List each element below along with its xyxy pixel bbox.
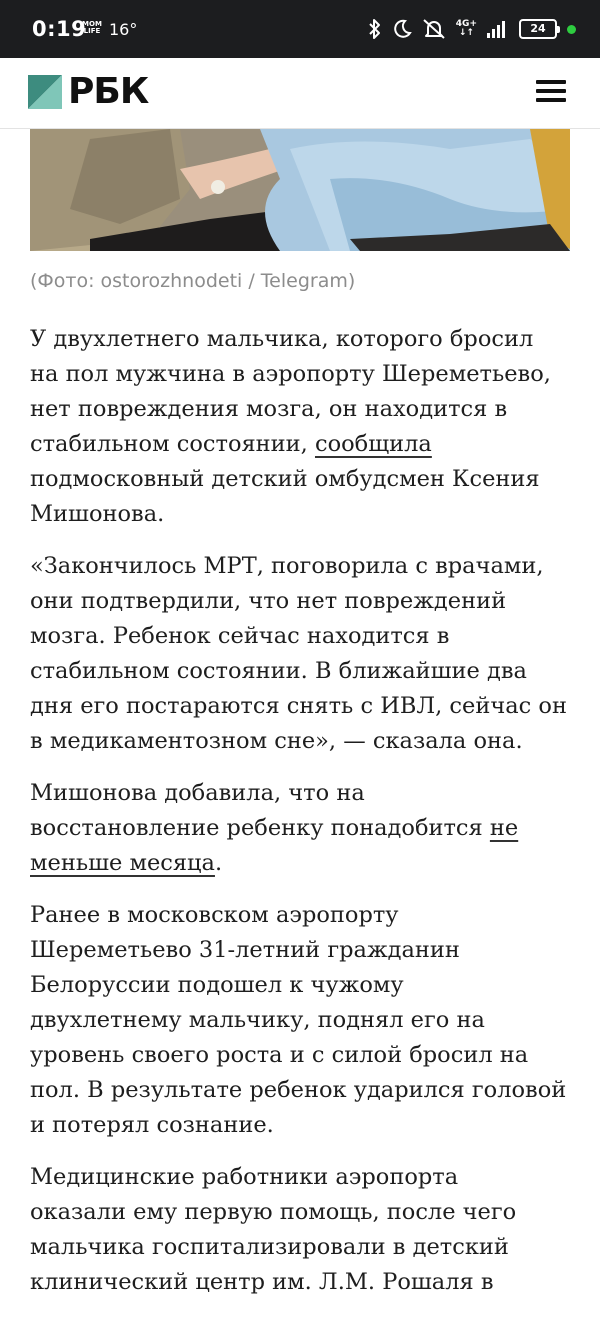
- article-paragraph: [30, 1160, 578, 1300]
- article-paragraph: [30, 322, 578, 532]
- rbc-logo[interactable]: [28, 71, 149, 112]
- status-dot: [567, 25, 576, 34]
- text-line: в медикаментозном сне», — сказала она.: [30, 728, 523, 754]
- logo-text: РБК: [68, 71, 149, 112]
- text-line: уровень своего роста и с силой бросил на: [30, 1042, 529, 1068]
- site-header: [0, 58, 600, 129]
- text-line: Ранее в московском аэропорту: [30, 902, 399, 928]
- battery-indicator: 24: [519, 19, 557, 39]
- menu-icon-bar: [536, 80, 566, 84]
- text-line: Мишонова добавила, что на: [30, 780, 365, 806]
- text-line: стабильном состоянии. В ближайшие два: [30, 658, 527, 684]
- text-line: Мишонова.: [30, 501, 165, 527]
- bluetooth-icon: [368, 18, 382, 40]
- do-not-disturb-moon-icon: [392, 19, 412, 39]
- text-line: оказали ему первую помощь, после чего: [30, 1199, 517, 1225]
- signal-strength-icon: [487, 20, 509, 38]
- article-paragraph: [30, 898, 578, 1143]
- text-line: мальчика госпитализировали в детский: [30, 1234, 509, 1260]
- article-paragraph: [30, 549, 578, 759]
- text-line: двухлетнему мальчику, поднял его на: [30, 1007, 485, 1033]
- text-line: нет повреждения мозга, он находится в: [30, 396, 508, 422]
- text-line: клинический центр им. Л.М. Рошаля в: [30, 1269, 494, 1295]
- status-time: 0:19: [32, 17, 87, 41]
- hamburger-menu-button[interactable]: [536, 80, 566, 106]
- text-line: Медицинские работники аэропорта: [30, 1164, 459, 1190]
- text-line: на пол мужчина в аэропорту Шереметьево,: [30, 361, 551, 387]
- source-link-soobshchila[interactable]: сообщила: [314, 431, 432, 457]
- photo-caption: (Фото: ostorozhnodeti / Telegram): [30, 270, 356, 292]
- text-line: У двухлетнего мальчика, которого бросил: [30, 326, 534, 352]
- mom-life-badge: MOM LIFE: [82, 20, 102, 35]
- text-line: они подтвердили, что нет повреждений: [30, 588, 507, 614]
- rbc-logo-mark-icon: [28, 75, 62, 109]
- menu-icon-bar: [536, 98, 566, 102]
- article-body: [30, 322, 578, 1317]
- article-photo: [30, 129, 570, 251]
- text-line: мозга. Ребенок сейчас находится в: [30, 623, 450, 649]
- text-line: пол. В результате ребенок ударился головой: [30, 1077, 567, 1103]
- network-type: 4G+ ↓↑: [455, 19, 477, 38]
- status-bar: [0, 0, 600, 58]
- text-line: Шереметьево 31-летний гражданин: [30, 937, 460, 963]
- text-line: и потерял сознание.: [30, 1112, 274, 1138]
- text-line: «Закончилось МРТ, поговорила с врачами,: [30, 553, 544, 579]
- link-ne-menshe-mesyatsa-part2[interactable]: меньше месяца: [30, 850, 215, 876]
- text-line: стабильном состоянии,: [30, 431, 315, 457]
- article-paragraph: [30, 776, 578, 881]
- text-line: Белоруссии подошел к чужому: [30, 972, 404, 998]
- menu-icon-bar: [536, 89, 566, 93]
- muted-alarm-icon: [422, 18, 446, 40]
- text-line: восстановление ребенку понадобится: [30, 815, 490, 841]
- text-line: дня его постараются снять с ИВЛ, сейчас он: [30, 693, 567, 719]
- status-temperature: 16°: [109, 20, 138, 39]
- text-line: .: [214, 850, 223, 876]
- link-ne-menshe-mesyatsa-part1[interactable]: не: [489, 815, 519, 841]
- text-line: подмосковный детский омбудсмен Ксения: [30, 466, 540, 492]
- status-icons: [368, 14, 576, 44]
